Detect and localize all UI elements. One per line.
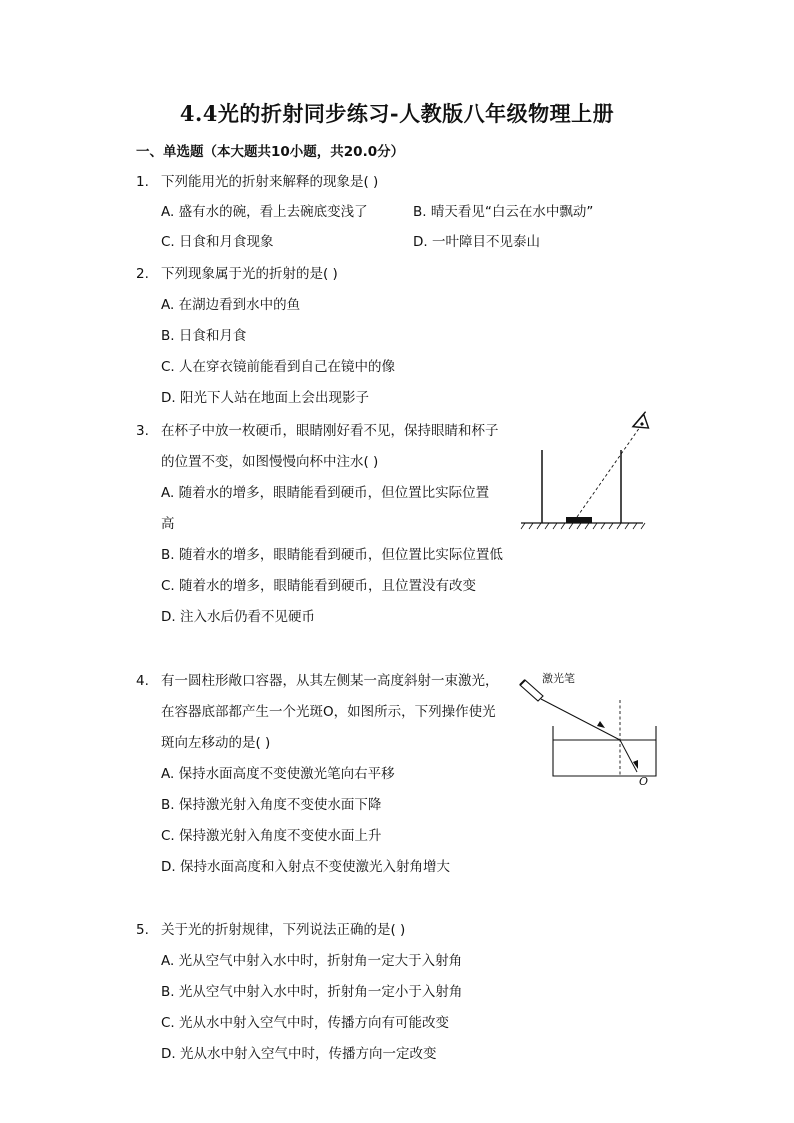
question-4-option-c[interactable]: C. 保持激光射入角度不变使水面上升 [161, 828, 382, 844]
question-3-stem-line-2: 的位置不变，如图慢慢向杯中注水( ) [161, 454, 379, 470]
section-heading: 一、单选题（本大题共10小题，共20.0分） [136, 144, 405, 160]
question-5-option-c[interactable]: C. 光从水中射入空气中时，传播方向有可能改变 [161, 1015, 450, 1031]
question-2-option-c[interactable]: C. 人在穿衣镜前能看到自己在镜中的像 [161, 359, 396, 375]
question-2-option-d[interactable]: D. 阳光下人站在地面上会出现影子 [161, 390, 369, 406]
question-3-option-a[interactable]: A. 随着水的增多，眼睛能看到硬币，但位置比实际位置 [161, 485, 490, 501]
refracted-ray [620, 740, 637, 772]
question-5-option-d[interactable]: D. 光从水中射入空气中时，传播方向一定改变 [161, 1046, 437, 1062]
coin [566, 517, 592, 523]
question-1-option-c[interactable]: C. 日食和月食现象 [161, 234, 274, 250]
sight-line [577, 427, 640, 517]
question-2-option-b[interactable]: B. 日食和月食 [161, 328, 247, 344]
container [553, 726, 656, 776]
question-5-option-a[interactable]: A. 光从空气中射入水中时，折射角一定大于入射角 [161, 953, 463, 969]
question-1-stem: 下列能用光的折射来解释的现象是( ) [161, 174, 379, 190]
question-1-option-d[interactable]: D. 一叶障目不见泰山 [413, 234, 540, 250]
question-4-stem-line-2: 在容器底部都产生一个光斑O，如图所示，下列操作使光 [161, 704, 496, 720]
question-4-option-d[interactable]: D. 保持水面高度和入射点不变使激光入射角增大 [161, 859, 450, 875]
eye-icon [630, 412, 654, 435]
question-3-option-b[interactable]: B. 随着水的增多，眼睛能看到硬币，但位置比实际位置低 [161, 547, 503, 563]
question-1-number: 1. [136, 174, 149, 190]
question-2-number: 2. [136, 266, 149, 282]
light-spot-label: O [639, 775, 649, 788]
page-title: 4.4光的折射同步练习-人教版八年级物理上册 [179, 101, 615, 126]
question-3-option-a-continued: 高 [161, 516, 175, 532]
question-4-stem-line-1: 有一圆柱形敞口容器，从其左侧某一高度斜射一束激光， [161, 673, 499, 689]
question-2-option-a[interactable]: A. 在湖边看到水中的鱼 [161, 297, 301, 313]
laser-pen-label: 激光笔 [542, 672, 575, 685]
question-3-number: 3. [136, 423, 149, 439]
question-1-option-a[interactable]: A. 盛有水的碗，看上去碗底变浅了 [161, 204, 368, 220]
question-2-stem: 下列现象属于光的折射的是( ) [161, 266, 338, 282]
laser-container-figure [515, 668, 665, 793]
ground-line [521, 523, 645, 529]
question-4-option-a[interactable]: A. 保持水面高度不变使激光笔向右平移 [161, 766, 395, 782]
question-3-option-c[interactable]: C. 随着水的增多，眼睛能看到硬币，且位置没有改变 [161, 578, 477, 594]
question-5-number: 5. [136, 922, 149, 938]
question-3-option-d[interactable]: D. 注入水后仍看不见硬币 [161, 609, 315, 625]
question-4-number: 4. [136, 673, 149, 689]
question-5-option-b[interactable]: B. 光从空气中射入水中时，折射角一定小于入射角 [161, 984, 463, 1000]
cup-coin-figure [515, 410, 665, 535]
question-1-option-b[interactable]: B. 晴天看见“白云在水中飘动” [413, 204, 594, 220]
question-5-stem: 关于光的折射规律，下列说法正确的是( ) [161, 922, 406, 938]
question-3-stem-line-1: 在杯子中放一枚硬币，眼睛刚好看不见，保持眼睛和杯子 [161, 423, 499, 439]
laser-pen-icon [520, 680, 543, 701]
question-4-option-b[interactable]: B. 保持激光射入角度不变使水面下降 [161, 797, 382, 813]
question-4-stem-line-3: 斑向左移动的是( ) [161, 735, 271, 751]
